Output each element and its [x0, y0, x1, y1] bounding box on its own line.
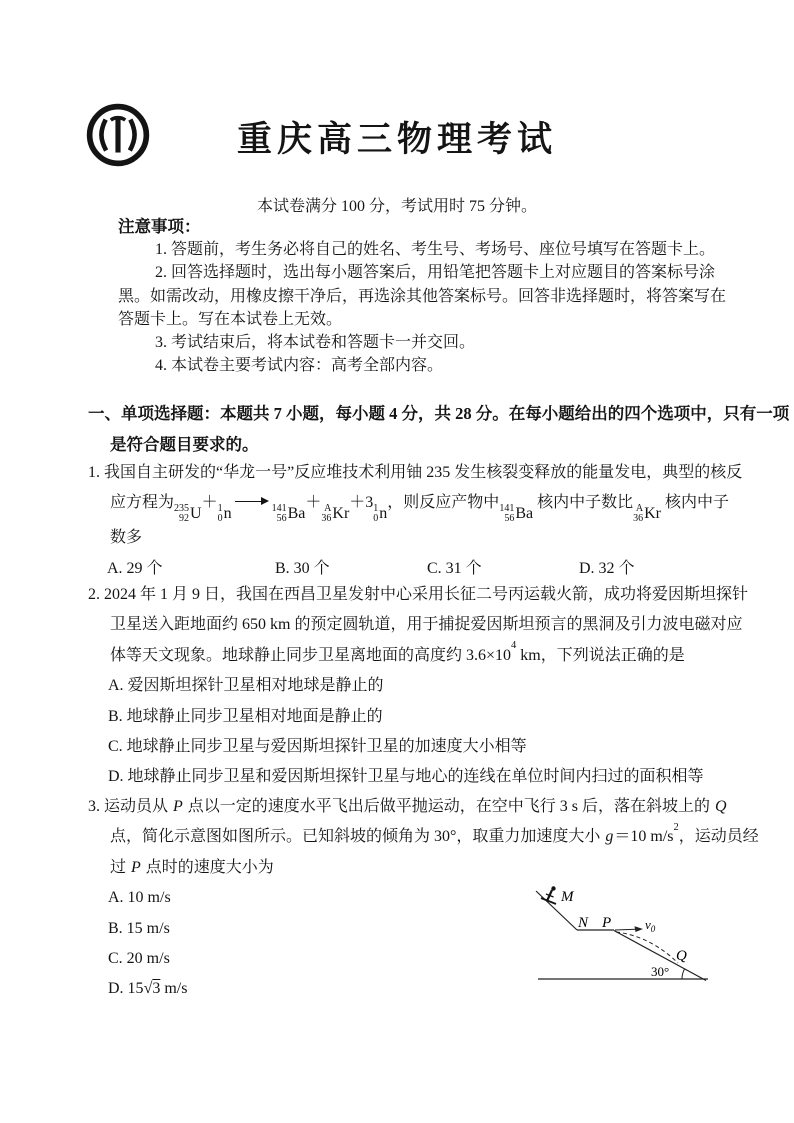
notice-line: 1. 答题前，考生务必将自己的姓名、考生号、考场号、座位号填写在答题卡上。 [155, 241, 716, 259]
question-3-line: 3. 运动员从 P 点以一定的速度水平飞出后做平抛运动，在空中飞行 3 s 后，落在斜坡上的 Q [88, 798, 727, 815]
option-c: C. 31 个 [427, 559, 482, 577]
question-3-line: 过 P 点时的速度大小为 [110, 858, 274, 876]
question-2-line: 体等天文现象。地球静止同步卫星离地面的高度约 $3.6\times 10^4$ km，下列说法正确的是 [110, 640, 685, 664]
notice-heading: 注意事项： [118, 217, 201, 236]
label-q: Q [676, 948, 687, 964]
notice-line: 2. 回答选择题时，选出每小题答案后，用铅笔把答题卡上对应题目的答案标号涂 [155, 264, 716, 282]
velocity-arrowhead [635, 926, 644, 932]
notice-line: 4. 本试卷主要考试内容：高考全部内容。 [155, 357, 444, 375]
notice-line: 黑。如需改动，用橡皮擦干净后，再选涂其他答案标号。回答非选择题时，将答案写在 [118, 287, 727, 305]
label-m: M [561, 889, 574, 905]
option-d: D. 32 个 [579, 559, 635, 577]
label-angle: 30° [651, 964, 670, 979]
option-d: D. 地球静止同步卫星和爱因斯坦探针卫星与地心的连线在单位时间内扫过的面积相等 [108, 768, 704, 786]
option-b: B. 30 个 [275, 559, 330, 577]
question-1-line: 1. 我国自主研发的“华龙一号”反应堆技术利用铀 235 发生核裂变释放的能量发电，典型的核反 [88, 464, 743, 481]
notice-line: 3. 考试结束后，将本试卷和答题卡一并交回。 [155, 334, 476, 352]
notice-line: 答题卡上。写在本试卷上无效。 [118, 310, 343, 328]
section-heading-line: 是符合题目要求的。 [110, 435, 259, 454]
option-b: B. 15 m/s [108, 919, 170, 937]
question-3-line: 点，简化示意图如图所示。已知斜坡的倾角为 30°，取重力加速度大小 g＝10 $m/s^2$，运动员经 [110, 822, 759, 846]
label-p: P [602, 915, 612, 931]
option-c: C. 20 m/s [108, 950, 170, 968]
question-1-equation-line: 应方程为 235 92 U ＋ 1 0 n 141 56 Ba ＋ A 36 Kr ＋3 1 0 n ，则反应产物中 141 56 Ba 核内中子数比 A 36 Kr 核内中子 [110, 494, 730, 524]
page-title: 重庆高三物理考试 [236, 120, 557, 159]
option-a: A. 爱因斯坦探针卫星相对地球是静止的 [108, 677, 384, 695]
question-2-line: 2. 2024 年 1 月 9 日，我国在西昌卫星发射中心采用长征二号丙运载火箭，成功将爱因斯坦探针 [88, 586, 749, 603]
question-1-line: 数多 [110, 529, 143, 547]
section-heading [88, 398, 789, 460]
option-a: A. 10 m/s [108, 889, 171, 907]
projectile-slope-diagram [528, 876, 713, 988]
section-heading-line: 一、单项选择题：本题共 7 小题，每小题 4 分，共 28 分。在每小题给出的四个选项中，只有一项 [88, 404, 790, 423]
option-a: A. 29 个 [107, 559, 163, 577]
option-d: D. 15√3 m/s [108, 980, 188, 998]
notice-section [118, 215, 727, 377]
label-v0: $v_0$ [645, 917, 656, 934]
question-2 [88, 580, 748, 793]
skier-icon [541, 886, 556, 904]
label-n: N [578, 915, 589, 931]
exam-meta-line: 本试卷满分 100 分，考试用时 75 分钟。 [256, 198, 537, 215]
question-2-line: 卫星送入距地面约 650 km 的预定圆轨道，用于捕捉爱因斯坦预言的黑洞及引力波电磁对应 [110, 616, 743, 634]
option-c: C. 地球静止同步卫星与爱因斯坦探针卫星的加速度大小相等 [108, 738, 527, 756]
option-b: B. 地球静止同步卫星相对地面是静止的 [108, 707, 383, 725]
question-1 [88, 458, 742, 584]
